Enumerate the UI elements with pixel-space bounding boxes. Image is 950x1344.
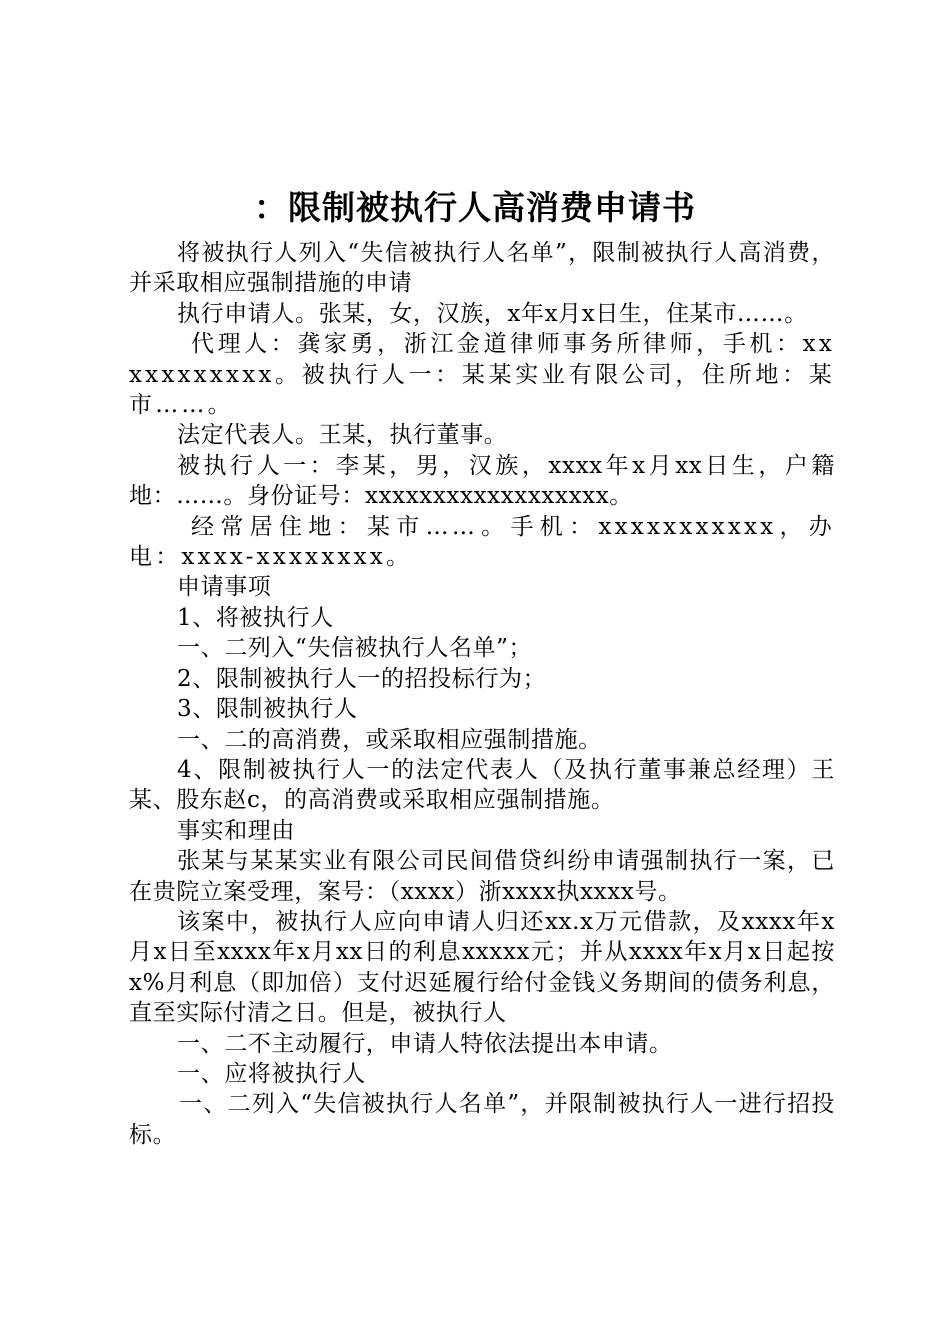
legal-representative-paragraph: 法定代表人。王某，执行董事。 <box>177 422 508 449</box>
request-item-3-continued: 一、二的高消费，或采取相应强制措施。 <box>177 726 602 753</box>
document-title: ：限制被执行人高消费申请书 <box>254 188 696 227</box>
applicant-paragraph: 执行申请人。张某，女，汉族，x年x月x日生，住某市……。 <box>177 300 808 327</box>
reason-item-1-continued: 一、二列入“失信被执行人名单”，并限制被执行人一进行招投标。 <box>129 1091 835 1148</box>
request-item-3: 3、限制被执行人 <box>177 696 358 723</box>
facts-paragraph-1: 张某与某某实业有限公司民间借贷纠纷申请强制执行一案，已在贵院立案受理，案号：（xxxx）浙xxxx执xxxx号。 <box>129 848 835 905</box>
section-heading-requests: 申请事项 <box>177 574 272 601</box>
respondent-paragraph: 被执行人一：李某，男，汉族，xxxx年x月xx日生，户籍地：……。身份证号：xxxxxxxxxxxxxxxxxx。 <box>129 452 835 510</box>
reason-item-1: 一、应将被执行人 <box>177 1060 366 1087</box>
request-item-1-continued: 一、二列入“失信被执行人名单”； <box>177 635 533 662</box>
residence-paragraph: 经常居住地：某市……。手机：xxxxxxxxxxx，办电：xxxx-xxxxxxxx。 <box>129 513 835 571</box>
document-body <box>129 238 835 1150</box>
agent-paragraph: 代理人：龚家勇，浙江金道律师事务所律师，手机：xxxxxxxxxxx。被执行人一：某某实业有限公司，住所地：某市……。 <box>129 331 835 419</box>
facts-paragraph-2: 该案中，被执行人应向申请人归还xx.x万元借款，及xxxx年x月x日至xxxx年x月xx日的利息xxxxx元；并从xxxx年x月x日起按x%月利息（即加倍）支付迟延履行给付金钱义务期间的债务利息，直至实际付清之日。但是，被执行人 <box>129 908 835 1027</box>
facts-paragraph-3: 一、二不主动履行，申请人特依法提出本申请。 <box>177 1030 673 1057</box>
intro-paragraph: 将被执行人列入“失信被执行人名单”，限制被执行人高消费，并采取相应强制措施的申请 <box>129 240 835 297</box>
request-item-4: 4、限制被执行人一的法定代表人（及执行董事兼总经理）王某、股东赵c，的高消费或采取相应强制措施。 <box>129 756 835 814</box>
request-item-2: 2、限制被执行人一的招投标行为； <box>177 665 547 692</box>
section-heading-facts: 事实和理由 <box>177 817 295 844</box>
request-item-1: 1、将被执行人 <box>177 604 334 631</box>
